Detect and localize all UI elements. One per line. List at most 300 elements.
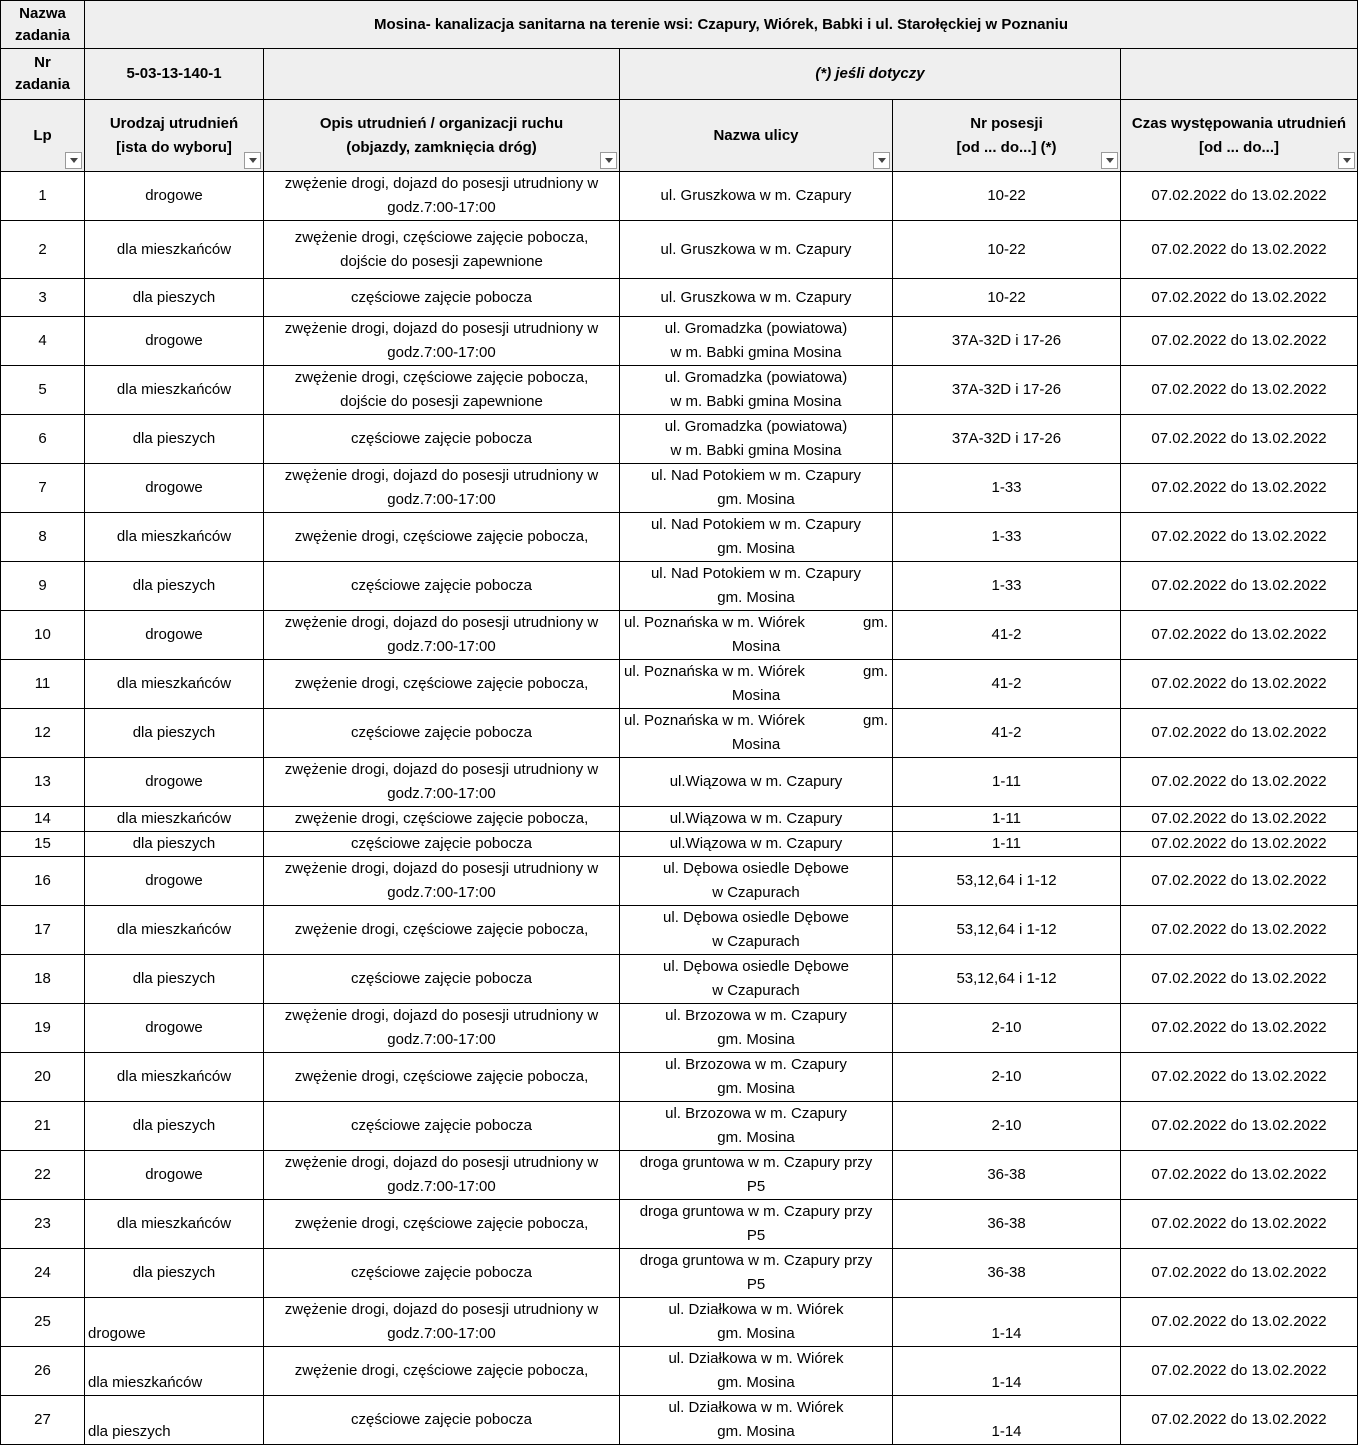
row-type: drogowe xyxy=(85,1298,264,1347)
row-description xyxy=(264,832,620,857)
row-street-line: gm. Mosina xyxy=(717,1423,795,1440)
row-street-line: droga gruntowa w m. Czapury przy xyxy=(639,1252,873,1269)
row-number: 41-2 xyxy=(893,709,1121,758)
row-description-line: zwężenie drogi, dojazd do posesji utrudniony w xyxy=(284,320,599,337)
row-street-line: ul. Gromadzka (powiatowa) xyxy=(664,418,848,435)
row-time: 07.02.2022 do 13.02.2022 xyxy=(1121,832,1358,857)
row-type: dla pieszych xyxy=(85,415,264,464)
row-street xyxy=(620,758,893,807)
column-header-time-sublabel: [od ... do...] xyxy=(1199,138,1279,156)
row-street-line: ul. Brzozowa w m. Czapury xyxy=(665,1007,847,1024)
row-street-line: ul. Brzozowa w m. Czapury xyxy=(665,1105,847,1122)
row-type: dla mieszkańców xyxy=(85,1200,264,1249)
row-description xyxy=(264,1053,620,1102)
row-description-line: częściowe zajęcie pobocza xyxy=(351,1411,532,1428)
row-street-text: ul. Poznańska w m. Wiórek xyxy=(624,663,805,680)
table-row xyxy=(1,562,1358,611)
row-street-line: ul.Wiązowa w m. Czapury xyxy=(669,835,843,852)
table-row xyxy=(1,221,1358,279)
row-description-line: zwężenie drogi, częściowe zajęcie pobocza, xyxy=(294,228,589,246)
table-row xyxy=(1,1249,1358,1298)
row-time: 07.02.2022 do 13.02.2022 xyxy=(1121,279,1358,317)
row-lp: 26 xyxy=(1,1347,85,1396)
row-type: drogowe xyxy=(85,1151,264,1200)
row-time: 07.02.2022 do 13.02.2022 xyxy=(1121,464,1358,513)
row-number: 2-10 xyxy=(893,1053,1121,1102)
row-type: dla pieszych xyxy=(85,955,264,1004)
row-type: drogowe xyxy=(85,611,264,660)
row-street xyxy=(620,172,893,221)
table-row xyxy=(1,758,1358,807)
row-street xyxy=(620,807,893,832)
row-lp: 9 xyxy=(1,562,85,611)
row-number: 1-14 xyxy=(893,1347,1121,1396)
row-lp: 7 xyxy=(1,464,85,513)
row-type: dla mieszkańców xyxy=(85,1053,264,1102)
row-description xyxy=(264,1396,620,1445)
row-street xyxy=(620,1200,893,1249)
row-description-line: częściowe zajęcie pobocza xyxy=(351,970,532,987)
row-lp: 1 xyxy=(1,172,85,221)
row-lp: 5 xyxy=(1,366,85,415)
row-number: 41-2 xyxy=(893,660,1121,709)
row-number: 1-14 xyxy=(893,1298,1121,1347)
row-street-line: ul. Dębowa osiedle Dębowe xyxy=(663,860,849,877)
column-header-number xyxy=(893,100,1121,172)
row-street-line: ul. Nad Potokiem w m. Czapury xyxy=(650,565,862,582)
row-number: 36-38 xyxy=(893,1151,1121,1200)
dropdown-arrow-icon xyxy=(70,158,78,163)
row-number: 1-11 xyxy=(893,832,1121,857)
row-lp: 11 xyxy=(1,660,85,709)
row-street-text: ul. Poznańska w m. Wiórek xyxy=(624,614,805,631)
row-street-line xyxy=(624,611,888,635)
row-description-line: zwężenie drogi, dojazd do posesji utrudniony w xyxy=(284,467,599,484)
row-lp: 17 xyxy=(1,906,85,955)
row-time: 07.02.2022 do 13.02.2022 xyxy=(1121,611,1358,660)
table-row xyxy=(1,660,1358,709)
row-number: 10-22 xyxy=(893,279,1121,317)
table-row xyxy=(1,1200,1358,1249)
row-time: 07.02.2022 do 13.02.2022 xyxy=(1121,807,1358,832)
row-description-line: częściowe zajęcie pobocza xyxy=(351,577,532,594)
row-street-line: gm. Mosina xyxy=(717,1374,795,1391)
row-description xyxy=(264,279,620,317)
row-street-line: w Czapurach xyxy=(712,933,800,950)
row-type: dla pieszych xyxy=(85,709,264,758)
row-time: 07.02.2022 do 13.02.2022 xyxy=(1121,758,1358,807)
dropdown-arrow-icon xyxy=(1106,158,1114,163)
row-description xyxy=(264,1200,620,1249)
row-street-text: gm. xyxy=(862,712,888,729)
table-row xyxy=(1,279,1358,317)
row-description-line: zwężenie drogi, częściowe zajęcie pobocza, xyxy=(294,675,589,692)
row-street-text: gm. xyxy=(862,663,888,680)
row-lp: 12 xyxy=(1,709,85,758)
row-time: 07.02.2022 do 13.02.2022 xyxy=(1121,709,1358,758)
table-row xyxy=(1,1396,1358,1445)
row-number: 53,12,64 i 1-12 xyxy=(893,857,1121,906)
row-street xyxy=(620,562,893,611)
blank-header-cell xyxy=(264,49,620,100)
row-description xyxy=(264,660,620,709)
row-lp: 23 xyxy=(1,1200,85,1249)
row-lp: 8 xyxy=(1,513,85,562)
row-type: dla pieszych xyxy=(85,832,264,857)
column-header-description-label: Opis utrudnień / organizacji ruchu xyxy=(319,114,564,132)
row-description-line: godz.7:00-17:00 xyxy=(387,491,496,508)
row-description-line: godz.7:00-17:00 xyxy=(387,1325,496,1342)
row-lp: 3 xyxy=(1,279,85,317)
row-street xyxy=(620,464,893,513)
row-street xyxy=(620,221,893,279)
row-description-line: zwężenie drogi, dojazd do posesji utrudniony w xyxy=(284,1301,599,1318)
row-street-line: ul.Wiązowa w m. Czapury xyxy=(669,773,843,790)
row-description-line: godz.7:00-17:00 xyxy=(387,199,496,216)
row-time: 07.02.2022 do 13.02.2022 xyxy=(1121,1004,1358,1053)
row-lp: 10 xyxy=(1,611,85,660)
row-lp: 16 xyxy=(1,857,85,906)
row-street-line: w Czapurach xyxy=(712,884,800,901)
row-description xyxy=(264,415,620,464)
row-description xyxy=(264,1004,620,1053)
row-lp: 14 xyxy=(1,807,85,832)
row-type: drogowe xyxy=(85,464,264,513)
row-type: dla mieszkańców xyxy=(85,513,264,562)
row-time: 07.02.2022 do 13.02.2022 xyxy=(1121,366,1358,415)
row-description-line: godz.7:00-17:00 xyxy=(387,1031,496,1048)
row-street-line: ul. Gruszkowa w m. Czapury xyxy=(660,187,852,204)
filter-dropdown-button[interactable] xyxy=(1101,152,1118,169)
row-description xyxy=(264,857,620,906)
row-description-line: zwężenie drogi, dojazd do posesji utrudniony w xyxy=(284,1007,599,1024)
row-street-line: P5 xyxy=(746,1178,766,1195)
row-street-line: ul. Gromadzka (powiatowa) xyxy=(664,369,848,386)
row-type: dla mieszkańców xyxy=(85,221,264,279)
row-street-line: gm. Mosina xyxy=(717,589,795,606)
row-time: 07.02.2022 do 13.02.2022 xyxy=(1121,1200,1358,1249)
row-description-line: zwężenie drogi, dojazd do posesji utrudniony w xyxy=(284,1154,599,1171)
row-description xyxy=(264,611,620,660)
column-header-description-sublabel: (objazdy, zamknięcia dróg) xyxy=(346,138,537,156)
row-street xyxy=(620,660,893,709)
row-street-line: droga gruntowa w m. Czapury przy xyxy=(639,1203,873,1220)
row-number: 37A-32D i 17-26 xyxy=(893,317,1121,366)
table-row xyxy=(1,1004,1358,1053)
row-street-line: gm. Mosina xyxy=(717,1325,795,1342)
filter-dropdown-button[interactable] xyxy=(1338,152,1355,169)
row-description-line: dojście do posesji zapewnione xyxy=(340,252,543,270)
column-header-lp xyxy=(1,100,85,172)
row-lp: 19 xyxy=(1,1004,85,1053)
column-header-type-label: Urodzaj utrudnień xyxy=(109,114,239,132)
row-number: 37A-32D i 17-26 xyxy=(893,415,1121,464)
row-lp: 27 xyxy=(1,1396,85,1445)
row-time: 07.02.2022 do 13.02.2022 xyxy=(1121,562,1358,611)
row-street-line: w Czapurach xyxy=(712,982,800,999)
row-number: 1-33 xyxy=(893,513,1121,562)
note-if-applicable: (*) jeśli dotyczy xyxy=(620,49,1121,100)
row-description-line: godz.7:00-17:00 xyxy=(387,1178,496,1195)
row-type: drogowe xyxy=(85,758,264,807)
column-header-time-label: Czas występowania utrudnień xyxy=(1131,114,1347,132)
task-number-value: 5-03-13-140-1 xyxy=(85,49,264,100)
row-type: dla mieszkańców xyxy=(85,807,264,832)
row-street-line: P5 xyxy=(746,1227,766,1244)
row-street xyxy=(620,1004,893,1053)
table-row xyxy=(1,366,1358,415)
column-header-number-sublabel: [od ... do...] (*) xyxy=(956,138,1057,156)
row-type: dla mieszkańców xyxy=(85,1347,264,1396)
row-description xyxy=(264,317,620,366)
row-street-line: Mosina xyxy=(731,638,781,655)
row-description-line: zwężenie drogi, dojazd do posesji utrudniony w xyxy=(284,860,599,877)
row-description xyxy=(264,906,620,955)
row-lp: 15 xyxy=(1,832,85,857)
row-number: 1-11 xyxy=(893,758,1121,807)
row-number: 1-14 xyxy=(893,1396,1121,1445)
task-name-label: Nazwa zadania xyxy=(1,1,85,49)
row-time: 07.02.2022 do 13.02.2022 xyxy=(1121,1396,1358,1445)
row-street-line: Mosina xyxy=(731,736,781,753)
row-number: 1-33 xyxy=(893,464,1121,513)
table-row xyxy=(1,906,1358,955)
row-street-line: ul. Gruszkowa w m. Czapury xyxy=(660,288,852,306)
row-number: 1-33 xyxy=(893,562,1121,611)
row-time: 07.02.2022 do 13.02.2022 xyxy=(1121,172,1358,221)
row-description xyxy=(264,1102,620,1151)
row-street xyxy=(620,1151,893,1200)
row-street-line: ul. Działkowa w m. Wiórek xyxy=(668,1399,844,1416)
row-street xyxy=(620,1053,893,1102)
row-lp: 13 xyxy=(1,758,85,807)
row-description-line: zwężenie drogi, dojazd do posesji utrudniony w xyxy=(284,761,599,778)
row-time: 07.02.2022 do 13.02.2022 xyxy=(1121,513,1358,562)
row-description-line: częściowe zajęcie pobocza xyxy=(351,835,532,852)
filter-dropdown-button[interactable] xyxy=(65,152,82,169)
row-description-line: godz.7:00-17:00 xyxy=(387,344,496,361)
row-type: dla mieszkańców xyxy=(85,906,264,955)
task-name-value: Mosina- kanalizacja sanitarna na terenie wsi: Czapury, Wiórek, Babki i ul. Starołęckiej w Poznaniu xyxy=(85,1,1358,49)
row-number: 2-10 xyxy=(893,1102,1121,1151)
row-type: drogowe xyxy=(85,857,264,906)
table-row xyxy=(1,832,1358,857)
row-number: 53,12,64 i 1-12 xyxy=(893,906,1121,955)
row-time: 07.02.2022 do 13.02.2022 xyxy=(1121,221,1358,279)
row-street xyxy=(620,415,893,464)
row-description-line: zwężenie drogi, częściowe zajęcie pobocza, xyxy=(294,369,589,386)
row-description xyxy=(264,758,620,807)
row-description-line: zwężenie drogi, częściowe zajęcie pobocza, xyxy=(294,921,589,938)
row-description-line: godz.7:00-17:00 xyxy=(387,785,496,802)
row-time: 07.02.2022 do 13.02.2022 xyxy=(1121,1298,1358,1347)
row-time: 07.02.2022 do 13.02.2022 xyxy=(1121,1249,1358,1298)
row-street-line: w m. Babki gmina Mosina xyxy=(670,442,842,459)
row-lp: 4 xyxy=(1,317,85,366)
row-street-line: ul. Działkowa w m. Wiórek xyxy=(668,1301,844,1318)
row-description xyxy=(264,172,620,221)
row-description xyxy=(264,807,620,832)
row-street xyxy=(620,513,893,562)
row-description-line: godz.7:00-17:00 xyxy=(387,884,496,901)
row-description-line: zwężenie drogi, częściowe zajęcie pobocza, xyxy=(294,1362,589,1379)
row-lp: 22 xyxy=(1,1151,85,1200)
column-header-time xyxy=(1121,100,1358,172)
row-street-line: w m. Babki gmina Mosina xyxy=(670,344,842,361)
row-number: 36-38 xyxy=(893,1200,1121,1249)
row-time: 07.02.2022 do 13.02.2022 xyxy=(1121,415,1358,464)
dropdown-arrow-icon xyxy=(878,158,886,163)
row-lp: 2 xyxy=(1,221,85,279)
row-street xyxy=(620,709,893,758)
row-description xyxy=(264,562,620,611)
row-street xyxy=(620,279,893,317)
row-description xyxy=(264,221,620,279)
row-type: dla pieszych xyxy=(85,1249,264,1298)
row-street-line: w m. Babki gmina Mosina xyxy=(670,393,842,410)
row-lp: 6 xyxy=(1,415,85,464)
row-time: 07.02.2022 do 13.02.2022 xyxy=(1121,955,1358,1004)
table-row xyxy=(1,1053,1358,1102)
table-row xyxy=(1,611,1358,660)
filter-dropdown-button[interactable] xyxy=(600,152,617,169)
row-lp: 24 xyxy=(1,1249,85,1298)
row-description xyxy=(264,366,620,415)
row-street xyxy=(620,857,893,906)
column-header-number-label: Nr posesji xyxy=(970,114,1043,132)
column-header-street xyxy=(620,100,893,172)
table-row xyxy=(1,807,1358,832)
row-time: 07.02.2022 do 13.02.2022 xyxy=(1121,857,1358,906)
filter-dropdown-button[interactable] xyxy=(873,152,890,169)
row-street-line: gm. Mosina xyxy=(717,1129,795,1146)
row-street xyxy=(620,906,893,955)
row-description-line: dojście do posesji zapewnione xyxy=(340,393,543,410)
table-row xyxy=(1,172,1358,221)
row-street-line: Mosina xyxy=(731,687,781,704)
dropdown-arrow-icon xyxy=(605,158,613,163)
row-time: 07.02.2022 do 13.02.2022 xyxy=(1121,660,1358,709)
row-street-line: droga gruntowa w m. Czapury przy xyxy=(639,1154,873,1171)
row-description-line: zwężenie drogi, częściowe zajęcie pobocza, xyxy=(294,1215,589,1232)
row-number: 2-10 xyxy=(893,1004,1121,1053)
row-time: 07.02.2022 do 13.02.2022 xyxy=(1121,1102,1358,1151)
row-number: 10-22 xyxy=(893,221,1121,279)
row-street-line: ul. Brzozowa w m. Czapury xyxy=(665,1056,847,1073)
row-description-line: częściowe zajęcie pobocza xyxy=(351,724,532,741)
row-lp: 20 xyxy=(1,1053,85,1102)
row-type: dla mieszkańców xyxy=(85,366,264,415)
row-street-line: gm. Mosina xyxy=(717,1031,795,1048)
row-street-text: gm. xyxy=(862,614,888,631)
row-street-line: ul. Nad Potokiem w m. Czapury xyxy=(650,516,862,533)
row-lp: 21 xyxy=(1,1102,85,1151)
row-description-line: zwężenie drogi, częściowe zajęcie pobocza, xyxy=(294,1068,589,1085)
table-row xyxy=(1,513,1358,562)
row-time: 07.02.2022 do 13.02.2022 xyxy=(1121,317,1358,366)
row-description-line: częściowe zajęcie pobocza xyxy=(351,430,532,447)
row-type: dla mieszkańców xyxy=(85,660,264,709)
row-time: 07.02.2022 do 13.02.2022 xyxy=(1121,1347,1358,1396)
row-description xyxy=(264,513,620,562)
table-row xyxy=(1,415,1358,464)
table-row xyxy=(1,464,1358,513)
table-row xyxy=(1,1102,1358,1151)
row-description-line: częściowe zajęcie pobocza xyxy=(351,288,532,306)
row-street xyxy=(620,1298,893,1347)
row-street-line: ul. Dębowa osiedle Dębowe xyxy=(663,958,849,975)
row-street-line: ul. Dębowa osiedle Dębowe xyxy=(663,909,849,926)
row-lp: 18 xyxy=(1,955,85,1004)
row-number: 41-2 xyxy=(893,611,1121,660)
row-street-line: gm. Mosina xyxy=(717,540,795,557)
row-street-line xyxy=(624,709,888,733)
table-row xyxy=(1,857,1358,906)
row-street xyxy=(620,832,893,857)
row-type: dla pieszych xyxy=(85,1396,264,1445)
table-row xyxy=(1,709,1358,758)
table-row xyxy=(1,1151,1358,1200)
column-header-lp-label: Lp xyxy=(33,126,52,144)
row-time: 07.02.2022 do 13.02.2022 xyxy=(1121,906,1358,955)
row-number: 36-38 xyxy=(893,1249,1121,1298)
row-type: drogowe xyxy=(85,317,264,366)
row-street-line: P5 xyxy=(746,1276,766,1293)
dropdown-arrow-icon xyxy=(249,158,257,163)
row-street-text: ul. Poznańska w m. Wiórek xyxy=(624,712,805,729)
row-lp: 25 xyxy=(1,1298,85,1347)
row-type: dla pieszych xyxy=(85,279,264,317)
row-time: 07.02.2022 do 13.02.2022 xyxy=(1121,1151,1358,1200)
column-header-street-label: Nazwa ulicy xyxy=(713,126,799,144)
row-description-line: zwężenie drogi, częściowe zajęcie pobocza, xyxy=(294,528,589,545)
row-description xyxy=(264,1347,620,1396)
row-street xyxy=(620,1347,893,1396)
row-street-line xyxy=(624,660,888,684)
row-description-line: zwężenie drogi, częściowe zajęcie pobocza, xyxy=(294,810,589,827)
row-description-line: zwężenie drogi, dojazd do posesji utrudniony w xyxy=(284,614,599,631)
dropdown-arrow-icon xyxy=(1343,158,1351,163)
column-header-type xyxy=(85,100,264,172)
row-street-line: ul. Działkowa w m. Wiórek xyxy=(668,1350,844,1367)
blank-header-cell xyxy=(1121,49,1358,100)
filter-dropdown-button[interactable] xyxy=(244,152,261,169)
row-number: 10-22 xyxy=(893,172,1121,221)
column-header-type-sublabel: [ista do wyboru] xyxy=(116,138,232,156)
row-street xyxy=(620,1396,893,1445)
row-number: 53,12,64 i 1-12 xyxy=(893,955,1121,1004)
row-street xyxy=(620,1249,893,1298)
row-description-line: zwężenie drogi, dojazd do posesji utrudniony w xyxy=(284,175,599,192)
row-street-line: ul.Wiązowa w m. Czapury xyxy=(669,810,843,827)
table-row xyxy=(1,1298,1358,1347)
table-row xyxy=(1,955,1358,1004)
row-description-line: godz.7:00-17:00 xyxy=(387,638,496,655)
row-description xyxy=(264,709,620,758)
row-description xyxy=(264,464,620,513)
row-description xyxy=(264,1298,620,1347)
row-type: dla pieszych xyxy=(85,1102,264,1151)
table-row xyxy=(1,1347,1358,1396)
row-time: 07.02.2022 do 13.02.2022 xyxy=(1121,1053,1358,1102)
row-description xyxy=(264,955,620,1004)
row-description xyxy=(264,1151,620,1200)
row-description xyxy=(264,1249,620,1298)
row-street-line: gm. Mosina xyxy=(717,491,795,508)
row-type: dla pieszych xyxy=(85,562,264,611)
row-type: drogowe xyxy=(85,172,264,221)
row-street-line: ul. Gruszkowa w m. Czapury xyxy=(660,240,852,258)
